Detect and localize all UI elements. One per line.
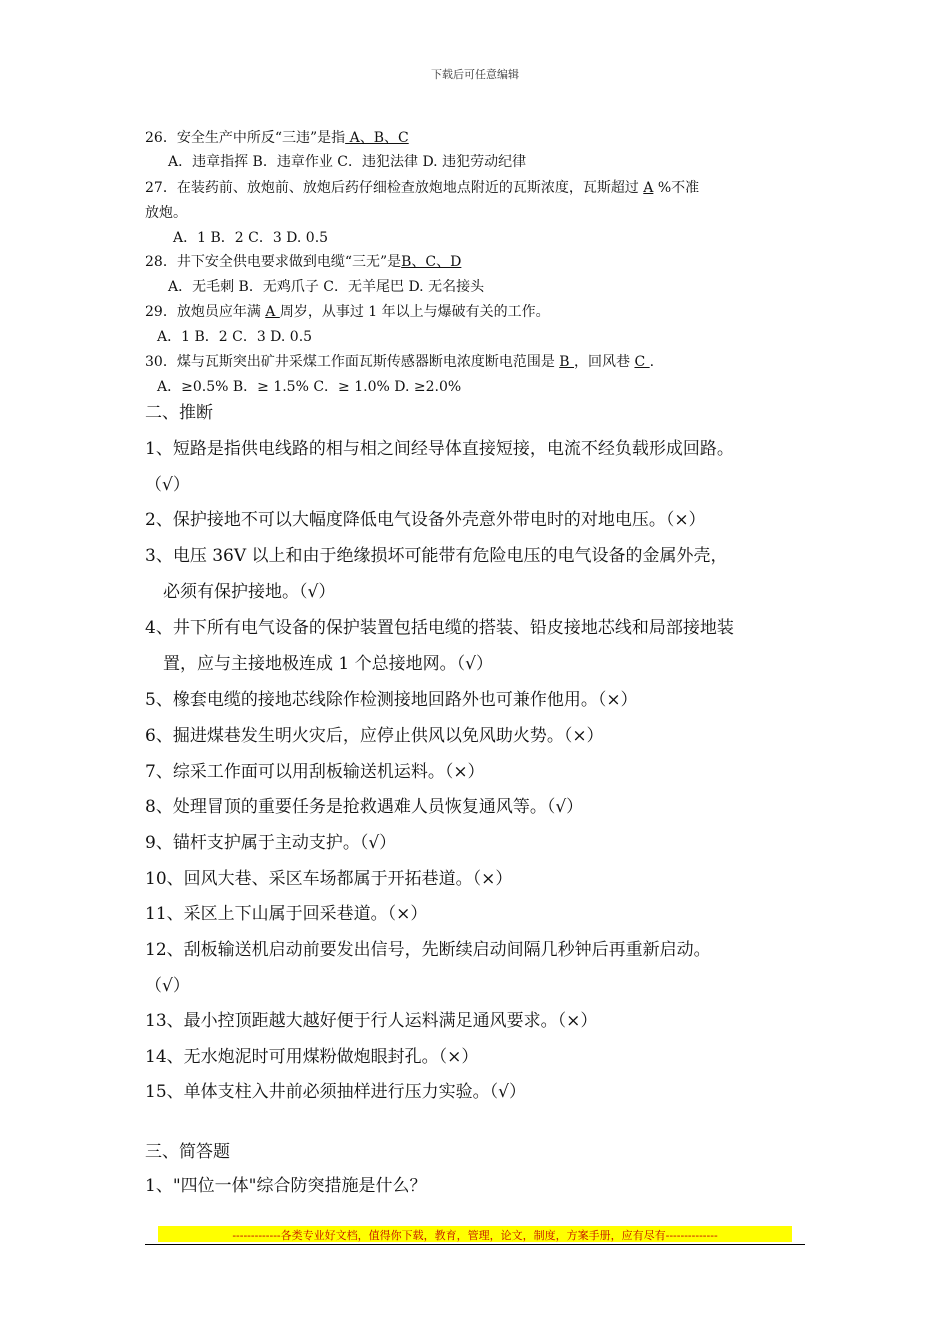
tf-item: 7、综采工作面可以用刮板输送机运料。（×） (145, 762, 485, 782)
tf-item: （√） (145, 475, 190, 495)
question-30 (145, 351, 654, 371)
tf-item: 3、电压 36V 以上和由于绝缘损坏可能带有危险电压的电气设备的金属外壳， (145, 546, 728, 566)
question-27-options: A．1 B．2 C．3 D. 0.5 (173, 230, 329, 246)
question-27-continued: 放炮。 (145, 205, 187, 221)
question-30-answer-2: C (634, 354, 650, 370)
question-30-text: 30．煤与瓦斯突出矿井采煤工作面瓦斯传感器断电浓度断电范围是 (145, 354, 560, 370)
question-27-text: 27．在装药前、放炮前、放炮后药仔细检查放炮地点附近的瓦斯浓度，瓦斯超过 (145, 180, 644, 196)
tf-item: 15、单体支柱入井前必须抽样进行压力实验。（√） (145, 1082, 526, 1102)
footer-divider (145, 1244, 805, 1245)
tf-item: 6、掘进煤巷发生明火灾后，应停止供风以免风助火势。（×） (145, 726, 604, 746)
tf-item: 13、最小控顶距越大越好便于行人运料满足通风要求。（×） (145, 1011, 598, 1031)
tf-item: 8、处理冒顶的重要任务是抢救遇难人员恢复通风等。（√） (145, 797, 584, 817)
question-30-options: A．≥0.5% B．≥ 1.5% C．≥ 1.0% D. ≥2.0% (157, 379, 462, 395)
footer-banner: -------------各类专业好文档，值得你下载，教育，管理，论文，制度，方案手册，应有尽有-------------- (232, 1229, 718, 1242)
tf-item: 14、无水炮泥时可用煤粉做炮眼封孔。（×） (145, 1047, 479, 1067)
question-30-mid: ，回风巷 (574, 354, 635, 370)
tf-item: 5、橡套电缆的接地芯线除作检测接地回路外也可兼作他用。（×） (145, 690, 638, 710)
question-26 (145, 127, 409, 147)
question-30-answer-1: B (559, 354, 575, 370)
question-26-answer: A、B、C (345, 130, 409, 146)
tf-item: （√） (145, 976, 190, 996)
question-27 (145, 177, 699, 197)
question-26-text: 26．安全生产中所反“三违”是指 (145, 130, 346, 146)
tf-item: 10、回风大巷、采区车场都属于开拓巷道。（×） (145, 869, 513, 889)
question-29-text: 29．放炮员应年满 (145, 304, 266, 320)
tf-item: 11、采区上下山属于回采巷道。（×） (145, 904, 428, 924)
short-answer-question-1: 1、"四位一体"综合防突措施是什么？ (145, 1176, 427, 1196)
question-28 (145, 251, 461, 271)
tf-item: 4、井下所有电气设备的保护装置包括电缆的搭装、铅皮接地芯线和局部接地装 (145, 618, 734, 638)
section-title-judgement: 二、推断 (145, 403, 213, 423)
tf-item: 12、刮板输送机启动前要发出信号，先断续启动间隔几秒钟后再重新启动。 (145, 940, 711, 960)
question-27-tail: %不准 (653, 180, 700, 196)
tf-item: 9、锚杆支护属于主动支护。（√） (145, 833, 397, 853)
tf-item: 2、保护接地不可以大幅度降低电气设备外壳意外带电时的对地电压。（×） (145, 510, 706, 530)
question-28-answer: B、C、D (401, 254, 462, 270)
question-29 (145, 301, 550, 321)
question-28-options: A．无毛刺 B．无鸡爪子 C．无羊尾巴 D. 无名接头 (168, 279, 485, 295)
question-30-tail: . (649, 354, 655, 370)
page-header: 下载后可任意编辑 (431, 68, 519, 81)
tf-item: 置，应与主接地极连成 1 个总接地网。（√） (163, 654, 493, 674)
question-29-tail: 周岁，从事过 1 年以上与爆破有关的工作。 (279, 304, 550, 320)
question-28-text: 28．井下安全供电要求做到电缆“三无”是 (145, 254, 402, 270)
tf-item: 1、短路是指供电线路的相与相之间经导体直接短接，电流不经负载形成回路。 (145, 439, 734, 459)
question-27-answer: A (643, 180, 654, 196)
question-29-options: A．1 B．2 C．3 D. 0.5 (157, 329, 313, 345)
question-29-answer: A (265, 304, 280, 320)
question-26-options: A．违章指挥 B．违章作业 C．违犯法律 D. 违犯劳动纪律 (168, 154, 527, 170)
section-title-short-answer: 三、简答题 (145, 1142, 230, 1162)
tf-item: 必须有保护接地。（√） (163, 582, 336, 602)
